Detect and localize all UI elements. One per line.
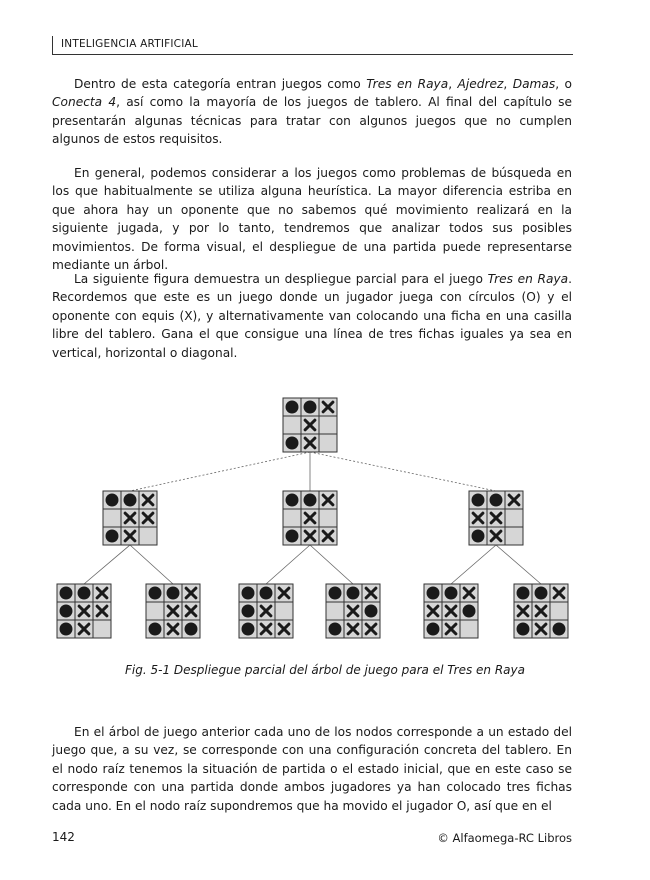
p1-run-7: Conecta 4 (52, 95, 117, 110)
circle-piece (463, 605, 476, 618)
circle-piece (535, 587, 548, 600)
p1-run-3: Ajedrez (457, 77, 504, 91)
circle-piece (286, 437, 299, 450)
circle-piece (242, 605, 255, 618)
circle-piece (472, 530, 485, 543)
root-board (283, 398, 337, 452)
level2-board-2-1 (239, 584, 293, 638)
circle-piece (517, 587, 530, 600)
level2-board-1-2 (146, 584, 200, 638)
p1-run-5: Damas (512, 77, 556, 91)
p2-run-0: En general, podemos considerar a los juegos como problemas de búsqueda en los que habitualmente se utiliza alguna heurística. La mayor diferencia estriba en que ahora hay un oponente que no sabemos qué movimiento realizará en la siguiente jugada, y por lo tanto, tendremos que analizar todos sus posibles movimientos. De forma visual, el despliegue de una partida puede representarse mediante un árbol. (52, 166, 572, 273)
circle-piece (490, 494, 503, 507)
circle-piece (553, 623, 566, 636)
tree-edge (130, 545, 173, 584)
circle-piece (304, 401, 317, 414)
circle-piece (329, 587, 342, 600)
circle-piece (286, 530, 299, 543)
p3-run-2: . Recordemos que este es un juego donde un jugador juega con círculos (O) y el oponente con equis (X), y alternativamente van colocando una ficha en una casilla libre del tablero. Gana el que consigue una línea de tres fichas iguales ya sea en vertical, horizontal o diagonal. (52, 272, 572, 360)
level1-board-1 (103, 491, 157, 545)
circle-piece (242, 587, 255, 600)
p4-run-0: En el árbol de juego anterior cada uno de los nodos corresponde a un estado del juego que, a su vez, se corresponde con una configuración concreta del tablero. En el nodo raíz tenemos la situación de partida o el estado inicial, que en este caso se corresponde con una partida donde ambos jugadores ya han colocado tres fichas cada uno. En el nodo raíz supondremos que ha movido el jugador O, así que en el (52, 725, 572, 813)
circle-piece (167, 587, 180, 600)
circle-piece (60, 605, 73, 618)
circle-piece (260, 587, 273, 600)
circle-piece (445, 587, 458, 600)
circle-piece (517, 623, 530, 636)
circle-piece (472, 494, 485, 507)
circle-piece (427, 587, 440, 600)
circle-piece (365, 605, 378, 618)
circle-piece (106, 530, 119, 543)
circle-piece (427, 623, 440, 636)
circle-piece (304, 494, 317, 507)
level2-board-3-1 (424, 584, 478, 638)
p3-run-1: Tres en Raya (487, 272, 569, 286)
circle-piece (78, 587, 91, 600)
circle-piece (149, 587, 162, 600)
p1-run-2: , (448, 77, 458, 91)
figure-caption: Fig. 5-1 Despliegue parcial del árbol de juego para el Tres en Raya (125, 663, 525, 677)
level2-board-1-1 (57, 584, 111, 638)
circle-piece (124, 494, 137, 507)
circle-piece (286, 494, 299, 507)
p1-run-8: , así como la mayoría de los juegos de tablero. Al final del capítulo se presentarán algunas técnicas para tratar con algunos juegos que no cumplen algunos de estos requisitos. (52, 95, 573, 147)
circle-piece (185, 623, 198, 636)
circle-piece (286, 401, 299, 414)
p1-run-6: , o (555, 77, 572, 91)
tree-edge (451, 545, 496, 584)
circle-piece (347, 587, 360, 600)
level1-board-3 (469, 491, 523, 545)
tree-edge (310, 545, 353, 584)
tree-edge (84, 545, 130, 584)
circle-piece (106, 494, 119, 507)
tree-edge (266, 545, 310, 584)
p1-run-4: , (503, 77, 513, 91)
tree-boards (57, 398, 568, 638)
paragraph-4 (52, 723, 572, 815)
publisher-credit: © Alfaomega-RC Libros (437, 831, 572, 845)
tree-edge (496, 545, 541, 584)
circle-piece (60, 623, 73, 636)
circle-piece (329, 623, 342, 636)
circle-piece (60, 587, 73, 600)
page-number: 142 (52, 830, 75, 844)
level2-board-3-2 (514, 584, 568, 638)
circle-piece (242, 623, 255, 636)
circle-piece (149, 623, 162, 636)
tree-edge (130, 452, 310, 491)
level2-board-2-2 (326, 584, 380, 638)
p1-run-0: Dentro de esta categoría entran juegos como (74, 77, 367, 91)
p1-run-1: Tres en Raya (366, 77, 449, 91)
header-title: INTELIGENCIA ARTIFICIAL (61, 38, 198, 50)
level1-board-2 (283, 491, 337, 545)
p3-run-0: La siguiente figura demuestra un despliegue parcial para el juego (74, 272, 488, 286)
tree-edge (310, 452, 496, 491)
